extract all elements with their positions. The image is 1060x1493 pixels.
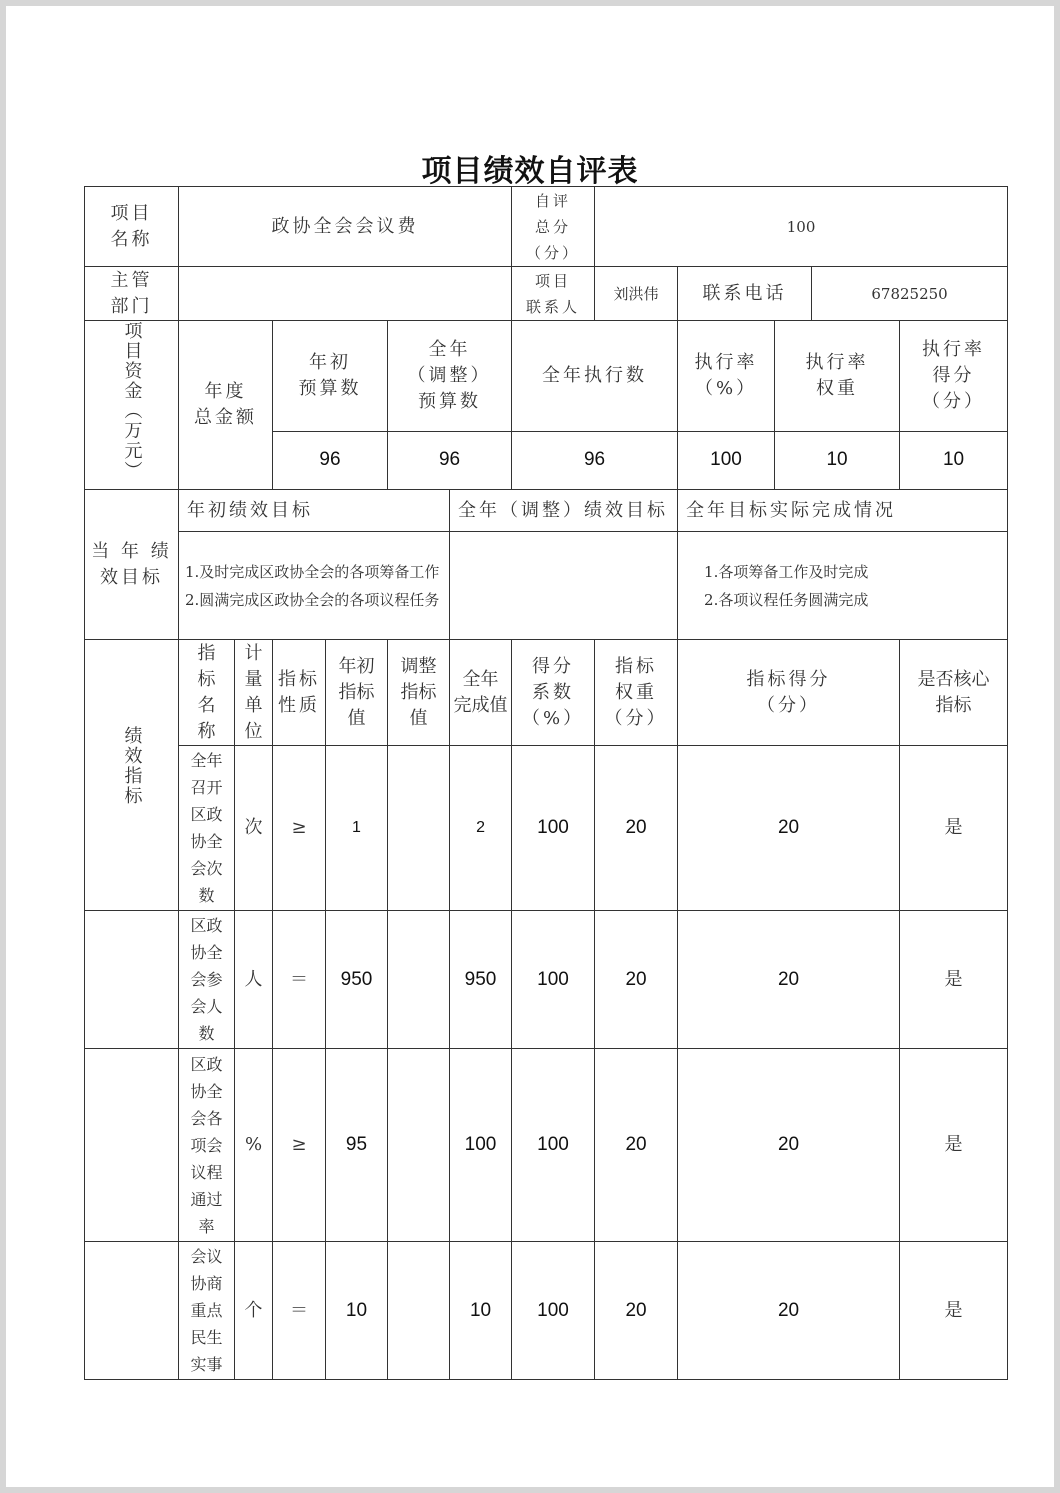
- indicator-row: [85, 1242, 1008, 1380]
- contact-name: 刘洪伟: [595, 267, 678, 321]
- indicator-score: 20: [678, 1242, 900, 1380]
- funds-header-executed: 全年执行数: [512, 321, 678, 432]
- indicator-header-adjusted: 调整 指标 值: [388, 640, 450, 746]
- funds-executed: 96: [512, 431, 678, 489]
- indicator-row: [85, 911, 1008, 1049]
- indicator-unit: 次: [235, 746, 273, 911]
- indicator-name: 区政 协全 会参 会人 数: [179, 911, 235, 1049]
- indicator-header-unit: 计 量 单 位: [235, 640, 273, 746]
- funds-header-annual-total: 年度 总金额: [179, 321, 273, 490]
- indicator-coef: 100: [512, 911, 595, 1049]
- funds-header-execution-rate: 执行率 （%）: [678, 321, 775, 432]
- goals-header-initial: 年初绩效目标: [179, 490, 450, 532]
- funds-label: [85, 321, 179, 490]
- indicator-weight: 20: [595, 1049, 678, 1242]
- department-label: 主管 部门: [85, 267, 179, 321]
- funds-header-row: [85, 321, 1008, 432]
- indicators-header-row: [85, 640, 1008, 746]
- indicator-header-actual: 全年 完成值: [450, 640, 512, 746]
- indicator-row: [85, 1049, 1008, 1242]
- goals-header-row: [85, 490, 1008, 532]
- goals-adjusted-text: [450, 532, 678, 640]
- indicator-weight: 20: [595, 911, 678, 1049]
- goals-label: 当 年 绩 效目标: [85, 490, 179, 640]
- indicator-header-weight: 指标 权重 （分）: [595, 640, 678, 746]
- indicator-unit: 个: [235, 1242, 273, 1380]
- indicator-adjusted: [388, 1242, 450, 1380]
- indicator-header-nature: 指标 性质: [273, 640, 326, 746]
- indicator-initial: 10: [326, 1242, 388, 1380]
- indicator-weight: 20: [595, 746, 678, 911]
- indicator-core: 是: [900, 1049, 1008, 1242]
- indicator-unit: 人: [235, 911, 273, 1049]
- evaluation-table: [84, 186, 1008, 1380]
- indicator-name: 全年 召开 区政 协全 会次 数: [179, 746, 235, 911]
- department-value: [179, 267, 512, 321]
- indicator-group-blank: [85, 1242, 179, 1380]
- indicator-core: 是: [900, 1242, 1008, 1380]
- funds-execution-rate: 100: [678, 431, 775, 489]
- indicator-score: 20: [678, 746, 900, 911]
- funds-header-initial-budget: 年初 预算数: [273, 321, 388, 432]
- self-score-label: 自评 总分 （分）: [512, 187, 595, 267]
- indicator-group-blank: [85, 1049, 179, 1242]
- indicator-score: 20: [678, 1049, 900, 1242]
- funds-header-adjusted-budget: 全年 （调整） 预算数: [388, 321, 512, 432]
- indicator-header-core: 是否核心 指标: [900, 640, 1008, 746]
- funds-rate-score: 10: [900, 431, 1008, 489]
- self-score-value: 100: [595, 187, 1008, 267]
- indicator-header-name: 指 标 名 称: [179, 640, 235, 746]
- indicator-nature: ≥: [273, 1049, 326, 1242]
- indicator-core: 是: [900, 746, 1008, 911]
- department-row: [85, 267, 1008, 321]
- funds-header-rate-weight: 执行率 权重: [775, 321, 900, 432]
- funds-adjusted-budget: 96: [388, 431, 512, 489]
- goals-actual-text: 1.各项筹备工作及时完成 2.各项议程任务圆满完成: [678, 532, 1008, 640]
- funds-label-text: 项目资金（万元）: [121, 321, 143, 481]
- indicator-actual: 10: [450, 1242, 512, 1380]
- indicator-initial: 950: [326, 911, 388, 1049]
- indicator-header-score: 指标得分 （分）: [678, 640, 900, 746]
- indicator-actual: 950: [450, 911, 512, 1049]
- indicator-actual: 2: [450, 746, 512, 911]
- indicator-nature: ＝: [273, 1242, 326, 1380]
- indicator-group-blank: [85, 911, 179, 1049]
- goals-header-adjusted: 全年（调整）绩效目标: [450, 490, 678, 532]
- indicator-coef: 100: [512, 1049, 595, 1242]
- indicators-label-text: 绩效指标: [121, 726, 143, 806]
- goals-initial-text: 1.及时完成区政协全会的各项筹备工作 2.圆满完成区政协全会的各项议程任务: [179, 532, 450, 640]
- indicator-name: 会议 协商 重点 民生 实事: [179, 1242, 235, 1380]
- indicator-header-initial: 年初 指标 值: [326, 640, 388, 746]
- page-title: 项目绩效自评表: [421, 154, 639, 189]
- indicator-adjusted: [388, 746, 450, 911]
- indicator-unit: %: [235, 1049, 273, 1242]
- indicator-header-coef: 得分 系数 （%）: [512, 640, 595, 746]
- phone-value: 67825250: [812, 267, 1008, 321]
- project-name-row: [85, 187, 1008, 267]
- funds-rate-weight: 10: [775, 431, 900, 489]
- indicator-adjusted: [388, 1049, 450, 1242]
- indicator-initial: 1: [326, 746, 388, 911]
- indicator-row: [85, 746, 1008, 911]
- indicators-label: [85, 640, 179, 911]
- phone-label: 联系电话: [678, 267, 812, 321]
- indicator-initial: 95: [326, 1049, 388, 1242]
- project-name-value: 政协全会会议费: [179, 187, 512, 267]
- indicator-core: 是: [900, 911, 1008, 1049]
- document-page: [6, 6, 1054, 1487]
- indicator-adjusted: [388, 911, 450, 1049]
- funds-initial-budget: 96: [273, 431, 388, 489]
- indicator-nature: ≥: [273, 746, 326, 911]
- goals-header-actual: 全年目标实际完成情况: [678, 490, 1008, 532]
- indicator-nature: ＝: [273, 911, 326, 1049]
- funds-header-rate-score: 执行率 得分 （分）: [900, 321, 1008, 432]
- indicator-name: 区政 协全 会各 项会 议程 通过 率: [179, 1049, 235, 1242]
- contact-label: 项目 联系人: [512, 267, 595, 321]
- goals-content-row: [85, 532, 1008, 640]
- indicator-actual: 100: [450, 1049, 512, 1242]
- project-name-label: 项目 名称: [85, 187, 179, 267]
- indicator-coef: 100: [512, 1242, 595, 1380]
- indicator-score: 20: [678, 911, 900, 1049]
- indicator-coef: 100: [512, 746, 595, 911]
- indicator-weight: 20: [595, 1242, 678, 1380]
